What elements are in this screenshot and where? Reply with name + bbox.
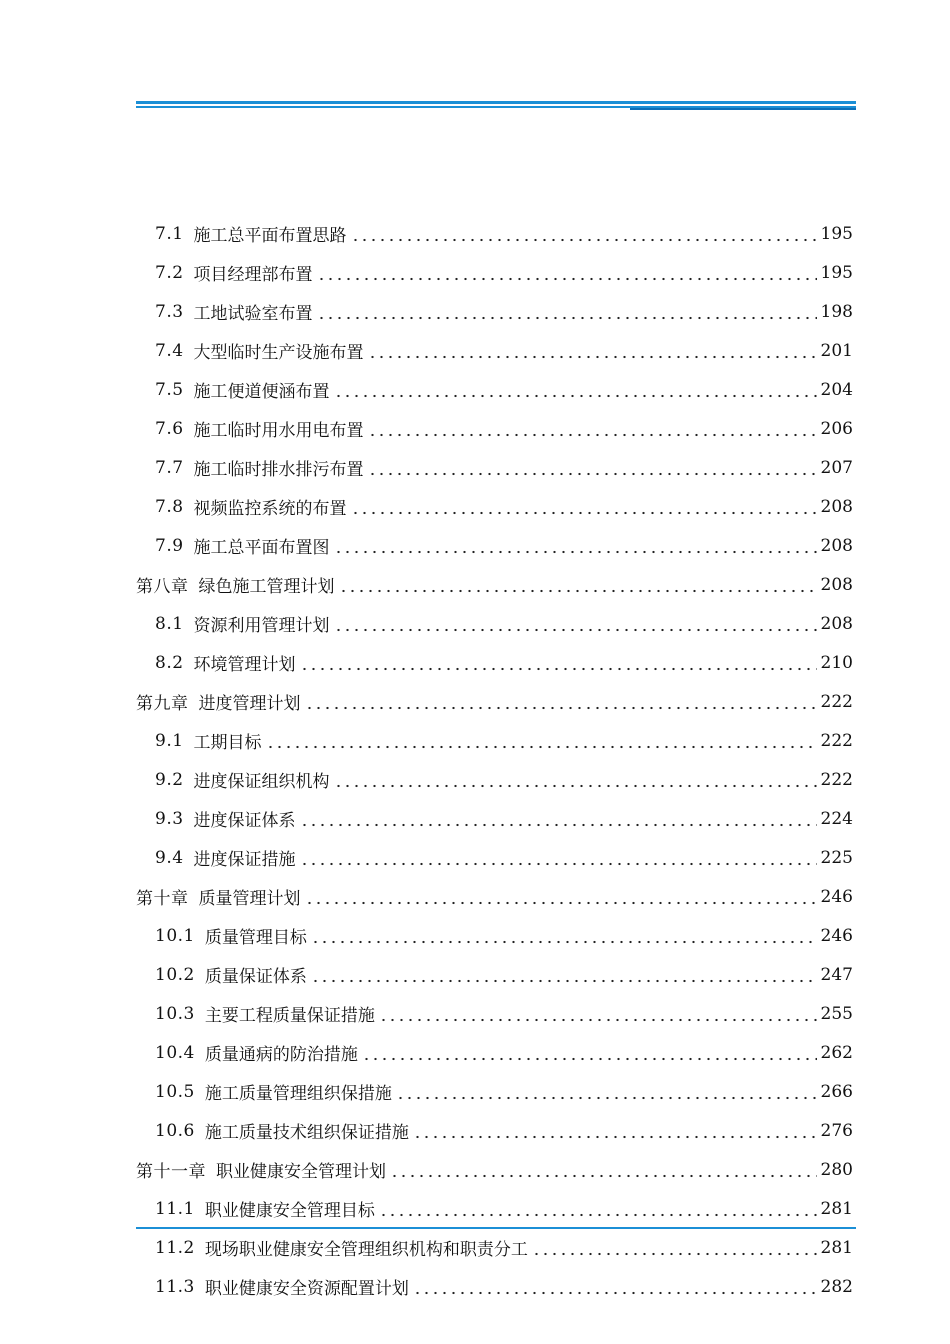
dot-leader	[300, 848, 817, 868]
toc-page-number: 222	[820, 769, 853, 790]
toc-page-number: 280	[820, 1159, 853, 1180]
toc-page-number: 266	[820, 1081, 853, 1102]
toc-page-number: 224	[820, 808, 853, 829]
toc-entry[interactable]	[155, 760, 853, 799]
dot-leader	[305, 887, 817, 907]
toc-page-number: 276	[820, 1120, 853, 1141]
toc-chapter-entry[interactable]	[136, 682, 853, 721]
toc-entry[interactable]	[155, 448, 853, 487]
dot-leader	[379, 1199, 817, 1219]
toc-chapter-number: 第十一章	[136, 1162, 206, 1182]
toc-page-number: 281	[820, 1198, 853, 1219]
dot-leader	[311, 926, 817, 946]
dot-leader	[339, 575, 817, 595]
toc-entry[interactable]	[155, 916, 853, 955]
dot-leader	[300, 809, 817, 829]
footer-separator-line	[136, 1227, 856, 1229]
toc-entry[interactable]	[155, 331, 853, 370]
toc-page-number: 208	[820, 574, 853, 595]
toc-page-number: 195	[820, 262, 853, 283]
toc-page-number: 207	[820, 457, 853, 478]
dot-leader	[351, 497, 817, 517]
toc-chapter-entry[interactable]	[136, 1150, 853, 1189]
toc-number: 9.3	[155, 808, 184, 829]
toc-title: 施工临时用水用电布置	[193, 421, 364, 441]
dot-leader	[300, 653, 817, 673]
toc-title: 项目经理部布置	[193, 265, 313, 285]
toc-title: 施工质量技术组织保证措施	[204, 1123, 409, 1143]
toc-title: 资源利用管理计划	[193, 616, 330, 636]
toc-title: 施工质量管理组织保措施	[204, 1084, 392, 1104]
toc-page-number: 210	[820, 652, 853, 673]
toc-entry[interactable]	[155, 604, 853, 643]
toc-title: 质量保证体系	[204, 967, 307, 987]
toc-page-number: 246	[820, 925, 853, 946]
dot-leader	[362, 1043, 817, 1063]
toc-title: 进度保证体系	[193, 811, 296, 831]
toc-page-number: 255	[820, 1003, 853, 1024]
dot-leader	[334, 536, 817, 556]
toc-number: 7.7	[155, 457, 184, 478]
dot-leader	[311, 965, 817, 985]
dot-leader	[317, 302, 817, 322]
toc-number: 7.3	[155, 301, 184, 322]
dot-leader	[266, 731, 817, 751]
toc-title: 职业健康安全管理计划	[216, 1162, 386, 1182]
toc-page-number: 247	[820, 964, 853, 985]
toc-number: 7.9	[155, 535, 184, 556]
toc-title: 职业健康安全资源配置计划	[204, 1279, 409, 1299]
toc-entry[interactable]	[155, 994, 853, 1033]
toc-chapter-entry[interactable]	[136, 877, 853, 916]
toc-number: 11.2	[155, 1237, 195, 1258]
dot-leader	[413, 1121, 817, 1141]
toc-page-number: 204	[820, 379, 853, 400]
dot-leader	[334, 380, 817, 400]
toc-entry[interactable]	[155, 955, 853, 994]
toc-entry[interactable]	[155, 721, 853, 760]
dot-leader	[334, 770, 817, 790]
toc-number: 9.2	[155, 769, 184, 790]
toc-chapter-number: 第八章	[136, 577, 189, 597]
toc-title: 施工总平面布置思路	[193, 226, 347, 246]
toc-entry[interactable]	[155, 838, 853, 877]
toc-number: 7.1	[155, 223, 184, 244]
toc-entry[interactable]	[155, 487, 853, 526]
toc-entry[interactable]	[155, 292, 853, 331]
toc-title: 质量管理目标	[204, 928, 307, 948]
toc-entry[interactable]	[155, 253, 853, 292]
dot-leader	[351, 224, 817, 244]
toc-number: 10.1	[155, 925, 195, 946]
toc-title: 大型临时生产设施布置	[193, 343, 364, 363]
toc-entry[interactable]	[155, 214, 853, 253]
toc-entry[interactable]	[155, 643, 853, 682]
toc-entry[interactable]	[155, 1033, 853, 1072]
dot-leader	[396, 1082, 817, 1102]
toc-number: 11.1	[155, 1198, 195, 1219]
dot-leader	[317, 263, 817, 283]
toc-number: 10.3	[155, 1003, 195, 1024]
toc-page-number: 198	[820, 301, 853, 322]
toc-number: 7.5	[155, 379, 184, 400]
toc-number: 10.2	[155, 964, 195, 985]
toc-number: 7.8	[155, 496, 184, 517]
toc-title: 环境管理计划	[193, 655, 296, 675]
toc-page-number: 222	[820, 691, 853, 712]
toc-chapter-number: 第九章	[136, 694, 189, 714]
toc-page-number: 208	[820, 535, 853, 556]
toc-number: 7.4	[155, 340, 184, 361]
dot-leader	[368, 458, 817, 478]
toc-number: 10.6	[155, 1120, 195, 1141]
header-rule-top	[136, 101, 856, 104]
toc-entry[interactable]	[155, 370, 853, 409]
toc-page-number: 246	[820, 886, 853, 907]
toc-title: 质量通病的防治措施	[204, 1045, 358, 1065]
toc-title: 绿色施工管理计划	[198, 577, 335, 597]
toc-chapter-entry[interactable]	[136, 565, 853, 604]
dot-leader	[334, 614, 817, 634]
toc-title: 施工总平面布置图	[193, 538, 330, 558]
toc-title: 主要工程质量保证措施	[204, 1006, 375, 1026]
toc-number: 9.4	[155, 847, 184, 868]
toc-page-number: 208	[820, 613, 853, 634]
dot-leader	[368, 341, 817, 361]
toc-title: 进度管理计划	[198, 694, 301, 714]
toc-page-number: 201	[820, 340, 853, 361]
toc-entry[interactable]	[155, 1111, 853, 1150]
dot-leader	[379, 1004, 817, 1024]
toc-entry[interactable]	[155, 1189, 853, 1228]
toc-title: 工期目标	[193, 733, 262, 753]
toc-page-number: 208	[820, 496, 853, 517]
toc-page-number: 206	[820, 418, 853, 439]
toc-title: 施工便道便涵布置	[193, 382, 330, 402]
toc-number: 10.5	[155, 1081, 195, 1102]
toc-number: 11.3	[155, 1276, 195, 1297]
dot-leader	[368, 419, 817, 439]
dot-leader	[390, 1160, 817, 1180]
toc-page-number: 225	[820, 847, 853, 868]
toc-title: 工地试验室布置	[193, 304, 313, 324]
toc-title: 职业健康安全管理目标	[204, 1201, 375, 1221]
toc-number: 9.1	[155, 730, 184, 751]
toc-title: 进度保证措施	[193, 850, 296, 870]
toc-entry[interactable]	[155, 526, 853, 565]
toc-entry[interactable]	[155, 799, 853, 838]
toc-page-number: 222	[820, 730, 853, 751]
toc-entry[interactable]	[155, 1228, 853, 1267]
toc-number: 7.2	[155, 262, 184, 283]
dot-leader	[532, 1238, 817, 1258]
toc-title: 进度保证组织机构	[193, 772, 330, 792]
dot-leader	[305, 692, 817, 712]
toc-entry[interactable]	[155, 1267, 853, 1306]
dot-leader	[413, 1277, 817, 1297]
toc-page-number: 195	[820, 223, 853, 244]
toc-title: 现场职业健康安全管理组织机构和职责分工	[204, 1240, 528, 1260]
toc-page-number: 281	[820, 1237, 853, 1258]
header-rule-accent	[630, 108, 856, 110]
toc-chapter-number: 第十章	[136, 889, 189, 909]
toc-entry[interactable]	[155, 1072, 853, 1111]
toc-number: 7.6	[155, 418, 184, 439]
toc-title: 施工临时排水排污布置	[193, 460, 364, 480]
toc-entry[interactable]	[155, 409, 853, 448]
toc-page-number: 262	[820, 1042, 853, 1063]
toc-number: 10.4	[155, 1042, 195, 1063]
toc-title: 视频监控系统的布置	[193, 499, 347, 519]
toc-title: 质量管理计划	[198, 889, 301, 909]
toc-number: 8.2	[155, 652, 184, 673]
toc-number: 8.1	[155, 613, 184, 634]
toc-page-number: 282	[820, 1276, 853, 1297]
